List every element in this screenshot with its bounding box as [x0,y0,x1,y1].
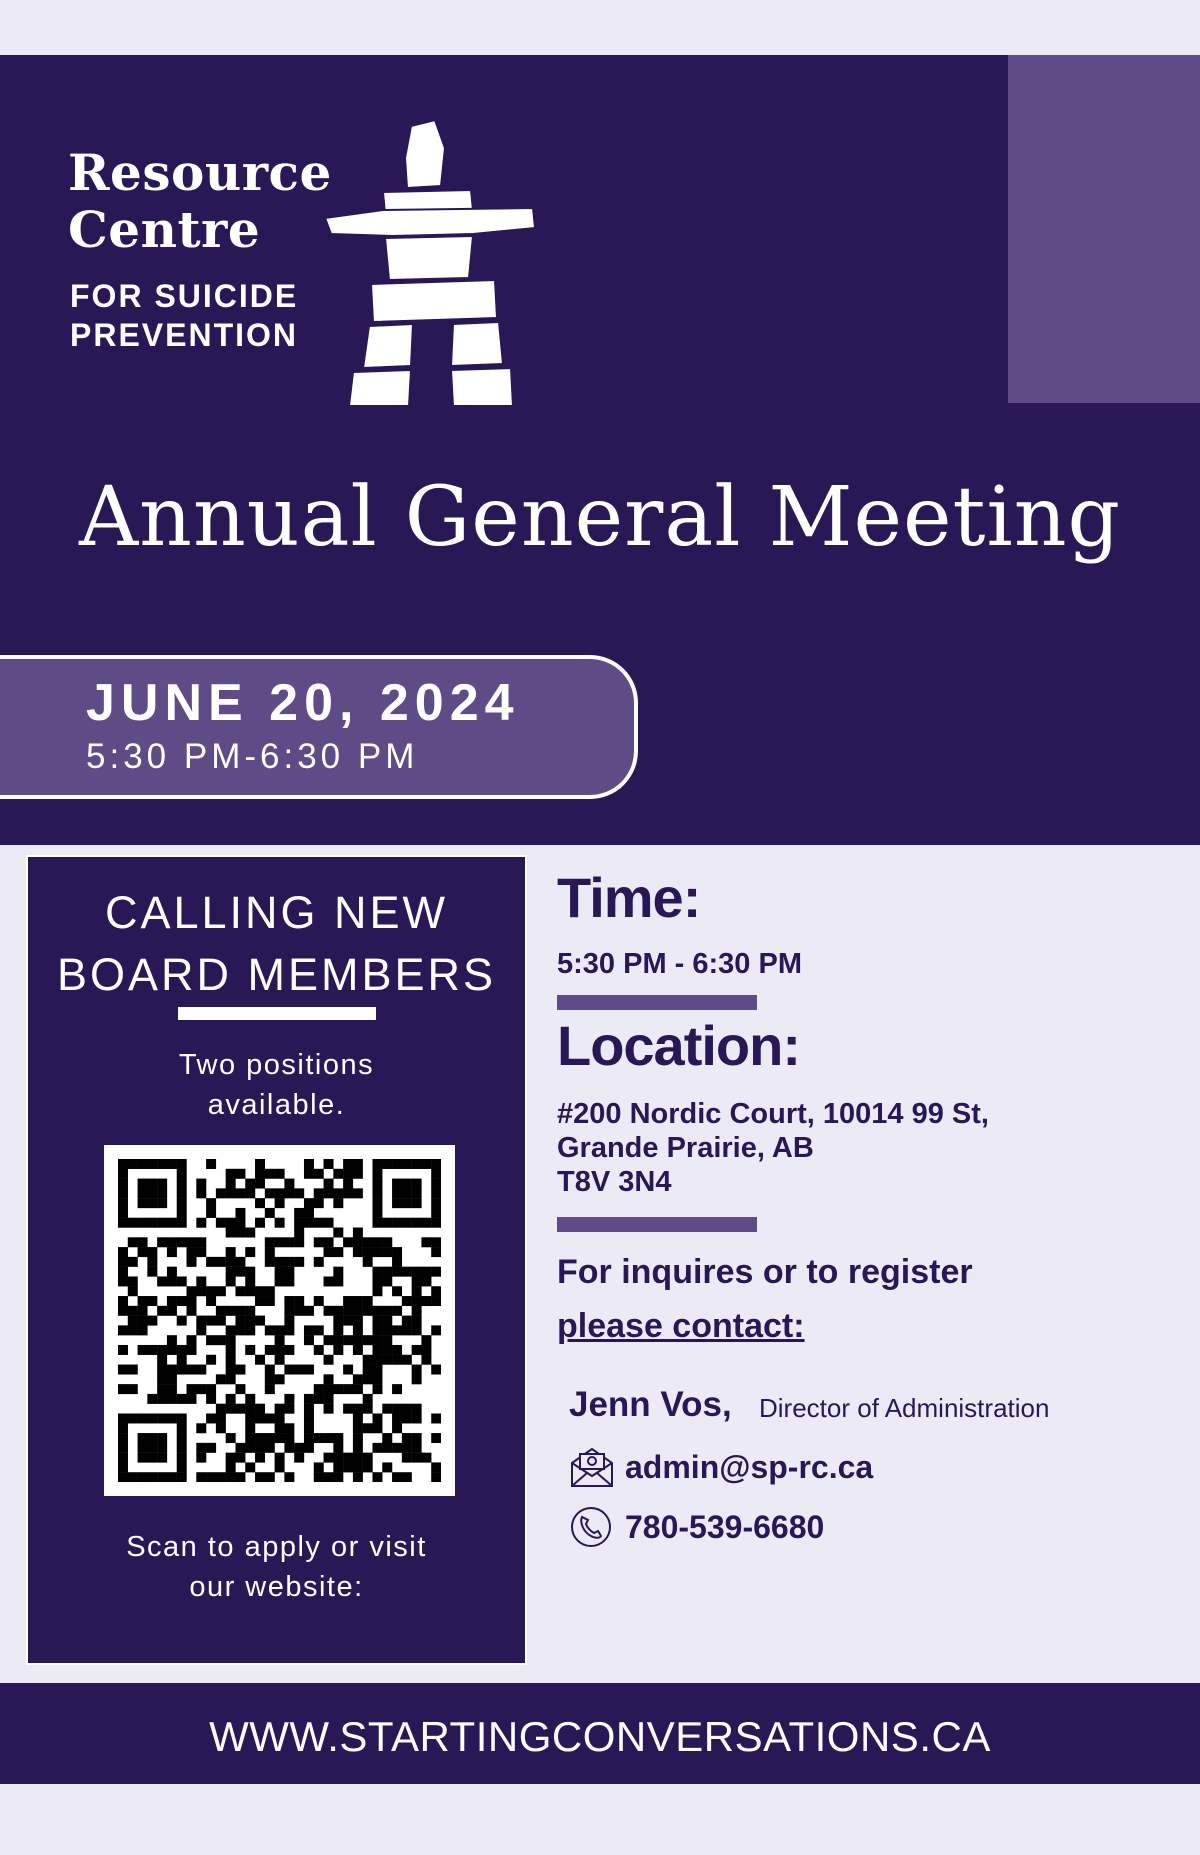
footer-band [0,1683,1200,1784]
contact-prompt-line2: please contact: [557,1307,805,1345]
phone-row[interactable] [569,1505,969,1549]
positions-line2: available. [207,1089,346,1121]
logo-text-resource: Resource [68,143,332,202]
qr-code-icon [118,1159,441,1482]
contact-role: Director of Administration [759,1393,1050,1423]
location-divider [557,1217,757,1232]
time-divider [557,995,757,1010]
event-title: Annual General Meeting [78,470,1122,565]
website-link[interactable]: WWW.STARTINGCONVERSATIONS.CA [209,1713,991,1760]
location-label: Location: [557,1014,800,1077]
logo-text-prevention: PREVENTION [70,317,299,353]
organization-logo [68,118,528,408]
scan-line1: Scan to apply or visit [126,1531,427,1563]
contact-phone[interactable]: 780-539-6680 [625,1509,825,1545]
contact-name: Jenn Vos, [569,1385,732,1424]
location-line1: #200 Nordic Court, 10014 99 St, [557,1098,989,1130]
contact-prompt [557,1245,973,1353]
positions-available [28,1045,525,1125]
contact-person [557,1385,1177,1435]
board-divider [178,1007,376,1020]
board-title [28,882,525,1006]
scan-line2: our website: [189,1571,364,1603]
phone-icon [569,1505,615,1549]
email-row[interactable] [569,1445,969,1489]
qr-code[interactable] [104,1145,455,1496]
contact-email[interactable]: admin@sp-rc.ca [625,1449,874,1485]
positions-line1: Two positions [178,1049,375,1081]
board-title-line2: BOARD MEMBERS [56,949,497,1000]
logo-text-centre: Centre [68,200,261,259]
inukshuk-icon [323,118,538,408]
envelope-icon [569,1445,615,1489]
location-line2: Grande Prairie, AB [557,1132,814,1164]
event-time: 5:30 PM-6:30 PM [86,737,419,776]
board-title-line1: CALLING NEW [104,887,449,938]
location-line3: T8V 3N4 [557,1166,672,1198]
board-recruitment-panel [26,855,527,1665]
contact-prompt-line1: For inquires or to register [557,1253,973,1291]
time-label: Time: [557,866,701,929]
accent-block [1008,55,1200,403]
event-date: JUNE 20, 2024 [86,674,520,732]
date-banner [0,655,638,799]
logo-text-for-suicide: FOR SUICIDE [70,278,299,314]
time-value: 5:30 PM - 6:30 PM [557,948,802,980]
scan-instructions [28,1527,525,1607]
